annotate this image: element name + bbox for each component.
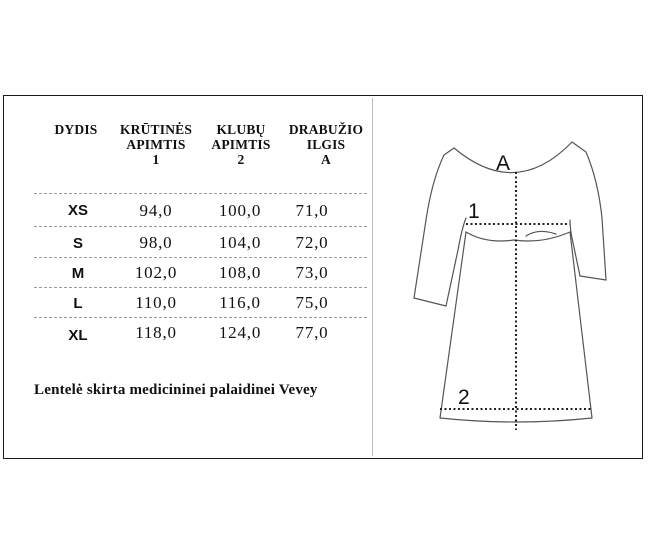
length-cell: 71,0 [295,201,329,220]
size-cell: XS [67,202,88,219]
dress-neckline [454,142,572,173]
dress-right-side [570,232,592,418]
header-length-line-3: A [321,152,331,167]
length-cell: 75,0 [295,293,329,312]
row-separator [34,226,367,227]
header-length-line-1: DRABUŽIO [288,122,364,137]
hips-cell: 108,0 [218,263,262,282]
length-cell: 77,0 [295,323,329,342]
dress-outline-icon [374,100,640,454]
header-bust [116,122,196,167]
hips-cell: 124,0 [218,323,262,342]
bust-cell: 118,0 [135,323,177,342]
header-hips-line-1: KLUBŲ [216,122,266,137]
row-separator [34,287,367,288]
dress-left-sleeve-inner [446,218,466,306]
header-hips-line-2: APIMTIS [211,137,271,152]
hips-cell: 104,0 [218,233,262,252]
bust-cell: 98,0 [139,233,173,252]
bust-cell: 110,0 [135,293,177,312]
length-cell: 72,0 [295,233,329,252]
bust-cell: 102,0 [134,263,178,282]
label-length: A [496,152,511,175]
header-bust-line-2: APIMTIS [126,137,186,152]
size-cell: L [73,295,83,312]
dress-pocket-curve [526,231,556,236]
size-cell: S [72,235,83,252]
label-bust: 1 [468,200,480,223]
header-bust-line-3: 1 [152,152,160,167]
header-length-line-2: ILGIS [306,137,346,152]
header-hips [208,122,274,167]
header-length [284,122,368,167]
bust-cell: 94,0 [139,201,173,220]
hips-cell: 116,0 [219,293,261,312]
dress-left-sleeve-outer [414,148,454,298]
dress-right-cuff [580,276,606,280]
dress-right-sleeve-outer [572,142,606,280]
row-separator [34,193,367,194]
label-hips: 2 [458,386,470,409]
row-separator [34,317,367,318]
header-hips-line-3: 2 [237,152,245,167]
size-cell: XL [68,327,88,344]
length-cell: 73,0 [295,263,329,282]
row-separator [34,257,367,258]
header-bust-line-1: KRŪTINĖS [119,122,193,137]
table-caption: Lentelė skirta medicininei palaidinei Vevey [34,382,318,398]
header-size-line-1: DYDIS [54,122,98,137]
hips-cell: 100,0 [218,201,262,220]
size-cell: M [71,265,85,282]
header-size [50,122,102,137]
dress-left-cuff [414,298,446,306]
